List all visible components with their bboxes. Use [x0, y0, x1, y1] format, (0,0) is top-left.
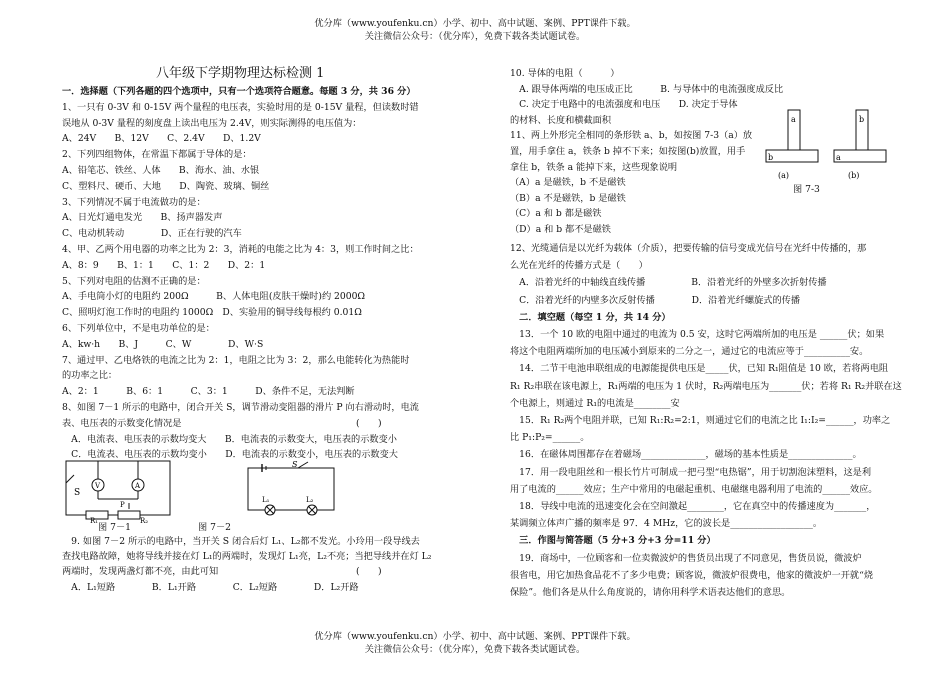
text-line: C、照明灯泡工作时的电阻约 1000Ω D、实验用的铜导线每根约 0.01Ω	[62, 307, 362, 319]
text-line: A、手电筒小灯的电阻约 200Ω B、人体电阻(皮肤干燥时)约 2000Ω	[62, 291, 366, 303]
text-line: 8、如图 7－1 所示的电路中，闭合开关 S，调节滑动变阻器的滑片 P 向右滑动时，电流	[62, 402, 419, 413]
text-line: 拿住 b，铁条 a 能掉下来，这些现象说明	[510, 161, 678, 173]
text-line: 一．选择题（下列各题的四个选项中，只有一个选项符合题意。每题 3 分，共 36 分）	[62, 86, 416, 97]
footer-line-1: 优分库（www.youfenku.cn）小学、初中、高中试题、案例、PPT课件下载。	[314, 631, 636, 642]
text-line: 4、甲、乙两个用电器的功率之比为 2：3，消耗的电能之比为 4：3，则工作时间之比：	[62, 244, 419, 255]
magnet-letter-a: a	[791, 115, 796, 124]
text-line: 二．填空题（每空 1 分，共 14 分）	[510, 311, 671, 323]
text-line: 3、下列情况不属于电流做功的是：	[62, 196, 206, 208]
text-line: C、电动机转动 D、正在行驶的汽车	[62, 228, 242, 240]
text-line: 19．商场中，一位顾客和一位卖微波炉的售货员出现了不同意见，售货员说，微波炉	[510, 552, 862, 564]
text-line: 表、电压表的示数变化情况是 ( )	[62, 417, 382, 429]
text-line: 用了电流的______效应；生产中常用的电磁起重机、电磁继电器利用了电流的______效应。	[510, 483, 878, 495]
text-line: A、kw·h B、J C、W D、W·S	[62, 338, 264, 350]
text-line: 两端时，发现两盏灯都不亮，由此可知 ( )	[62, 566, 382, 578]
switch-label: S	[292, 460, 298, 469]
text-line: 查找电路故障，她将导线并接在灯 L₁的两端时，发现灯 L₁亮，L₂不亮；当把导线并在灯 L₂	[62, 551, 432, 563]
sub-label-a: (a)	[778, 171, 790, 180]
text-line: A、铅笔芯、铁丝、人体 B、海水、油、水银	[62, 165, 260, 176]
text-line: 误地从 0-3V 量程的刻度盘上读出电压为 2.4V，则实际测得的电压值为：	[62, 117, 362, 129]
text-line: （B）a 不是磁铁，b 是磁铁	[510, 192, 626, 204]
text-line: 17．用一段电阻丝和一根长竹片可制成一把弓型“电热锯”，用于切割泡沫塑料，这是利	[510, 466, 872, 478]
text-line: A、24V B、12V C、2.4V D、1.2V	[62, 133, 261, 145]
text-line: 10. 导体的电阻（ ）	[510, 68, 620, 79]
figure-7-1-caption: 图 7－1	[98, 522, 131, 533]
text-line: 将这个电阻两端所加的电压减小到原来的二分之一，通过它的电流应等于__________安。	[510, 346, 869, 358]
text-line: A．沿着光纤的中轴线直线传播 B．沿着光纤的外壁多次折射传播	[510, 277, 827, 289]
text-line: 18．导线中电流的迅速变化会在空间激起________，它在真空中的传播速度为_______，	[510, 501, 876, 512]
r1-label: R₁	[90, 517, 99, 523]
text-line: 么光在光纤的传播方式是（ ）	[510, 260, 648, 272]
switch-symbol	[66, 475, 74, 483]
text-line: 5、下列对电阻的估测不正确的是：	[62, 275, 206, 287]
circuit-wire-frame	[248, 468, 334, 510]
text-line: 1、一只有 0-3V 和 0-15V 两个量程的电压表，实验时用的是 0-15V 量程，但读数时错	[62, 101, 419, 113]
text-line: 比 P₁:P₂=______。	[510, 432, 590, 444]
l2-label: L₂	[306, 496, 314, 504]
figure-7-2-circuit	[240, 460, 340, 520]
voltmeter-label: V	[95, 482, 101, 490]
text-line: C、塑料尺、硬币、大地 D、陶瓷、玻璃、铜丝	[62, 180, 270, 192]
text-line: （C）a 和 b 都是磁铁	[510, 208, 602, 220]
text-line: 6、下列单位中，不是电功单位的是：	[62, 323, 215, 334]
text-line: C. 决定于电路中的电流强度和电压 D. 决定于导体	[510, 99, 738, 111]
text-line: 15．R₁ R₂两个电阻并联，已知 R₁:R₂=2:1，则通过它们的电流之比 I₁:I₂=______，功率之	[510, 415, 891, 426]
r2-label: R₂	[140, 517, 149, 523]
bar-b-horizontal	[766, 150, 818, 162]
text-line: 置，用手拿住 a，铁条 b 掉不下来；如按图(b)放置，用手	[510, 146, 746, 157]
header-line-2: 关注微信公众号：（优分库），免费下载各类试题试卷。	[364, 31, 586, 42]
text-line: 13．一个 10 欧的电阻中通过的电流为 0.5 安，这时它两端所加的电压是 ______伏；如果	[510, 329, 885, 340]
text-line: 11、两上外形完全相同的条形铁 a、b，如按图 7-3（a）放	[510, 130, 753, 142]
text-line: 7、通过甲、乙电烙铁的电流之比为 2：1，电阻之比为 3：2，那么电能转化为热能时	[62, 354, 410, 366]
text-line: C．电流表、电压表的示数均变小 D．电流表的示数变小，电压表的示数变大	[62, 449, 398, 461]
sub-label-b: (b)	[848, 171, 860, 180]
magnet-letter-b-2: b	[859, 115, 865, 124]
text-line: A．电流表、电压表的示数均变大 B．电流表的示数变大，电压表的示数变小	[62, 433, 397, 445]
switch-label: S	[74, 488, 81, 498]
text-line: （D）a 和 b 都不是磁铁	[510, 224, 611, 235]
text-line: C．沿着光纤的内壁多次反射传播 D．沿着光纤螺旋式的传播	[510, 294, 801, 306]
text-line: A. 跟导体两端的电压成正比 B. 与导体中的电流强度成反比	[510, 83, 784, 95]
text-line: A、日光灯通电发光 B、扬声器发声	[62, 212, 223, 224]
text-line: 16．在磁体周围都存在着磁场______________，磁场的基本性质是______________。	[510, 449, 862, 461]
text-line: A、2：1 B、6：1 C、3：1 D、条件不足，无法判断	[62, 386, 355, 398]
text-line: A．L₁短路 B．L₁开路 C．L₂短路 D．L₂开路	[62, 581, 359, 593]
text-line: 保险”。他们各是从什么角度说的，请你用科学术语表达他们的意思。	[510, 587, 791, 598]
bar-a-horizontal	[834, 150, 886, 162]
page-title: 八年级下学期物理达标检测 1	[156, 66, 325, 81]
text-line: 的功率之比：	[62, 370, 118, 382]
text-line: A、8：9 B、1：1 C、1：2 D、2：1	[62, 259, 266, 271]
header-line-1: 优分库（www.youfenku.cn）小学、初中、高中试题、案例、PPT课件下载。	[314, 18, 636, 29]
figure-7-1-circuit	[60, 455, 180, 523]
l1-label: L₁	[262, 496, 270, 504]
text-line: 三．作图与简答题（5 分+3 分+3 分=11 分）	[510, 535, 716, 547]
text-line: 某调频立体声广播的频率是 97．4 MHz，它的波长是__________________。	[510, 518, 823, 530]
text-line: 的材料、长度和横截面积	[510, 114, 612, 126]
figure-7-3-caption: 图 7-3	[793, 184, 820, 195]
text-line: R₁ R₂串联在该电源上，R₁两端的电压为 1 伏时，R₂两端电压为_______伏；若将 R₁ R₂并联在这	[510, 380, 902, 392]
text-line: 很省电，用它加热食品花不了多少电费；顾客说，微波炉很费电，他家的微波炉一开就“烧	[510, 569, 874, 581]
ammeter-label: A	[135, 482, 141, 490]
text-line: 2、下列四组物体，在常温下都属于导体的是：	[62, 149, 252, 161]
text-line: （A）a 是磁铁，b 不是磁铁	[510, 177, 626, 189]
slider-label: P	[120, 501, 125, 509]
circuit-wire-frame	[66, 461, 170, 515]
resistor-r2	[118, 511, 140, 519]
text-line: 12、光缆通信是以光纤为载体（介质），把要传输的信号变成光信号在光纤中传播的，那	[510, 243, 867, 254]
magnet-letter-a-2: a	[836, 153, 841, 162]
figure-7-3-magnets	[760, 104, 900, 186]
footer-line-2: 关注微信公众号：（优分库），免费下载各类试题试卷。	[364, 644, 586, 655]
switch-symbol	[298, 462, 308, 468]
figure-7-2-caption: 图 7－2	[198, 522, 231, 533]
magnet-letter-b: b	[768, 153, 774, 162]
text-line: 9. 如图 7－2 所示的电路中，当开关 S 闭合后灯 L₁、L₂都不发光。小玲用一段导线去	[62, 536, 420, 547]
text-line: 14．二节干电池串联组成的电源能提供电压是_____伏，已知 R₁阻值是 10 欧，若将两电阻	[510, 363, 889, 375]
text-line: 个电源上，则通过 R₁的电流是________安	[510, 397, 680, 409]
